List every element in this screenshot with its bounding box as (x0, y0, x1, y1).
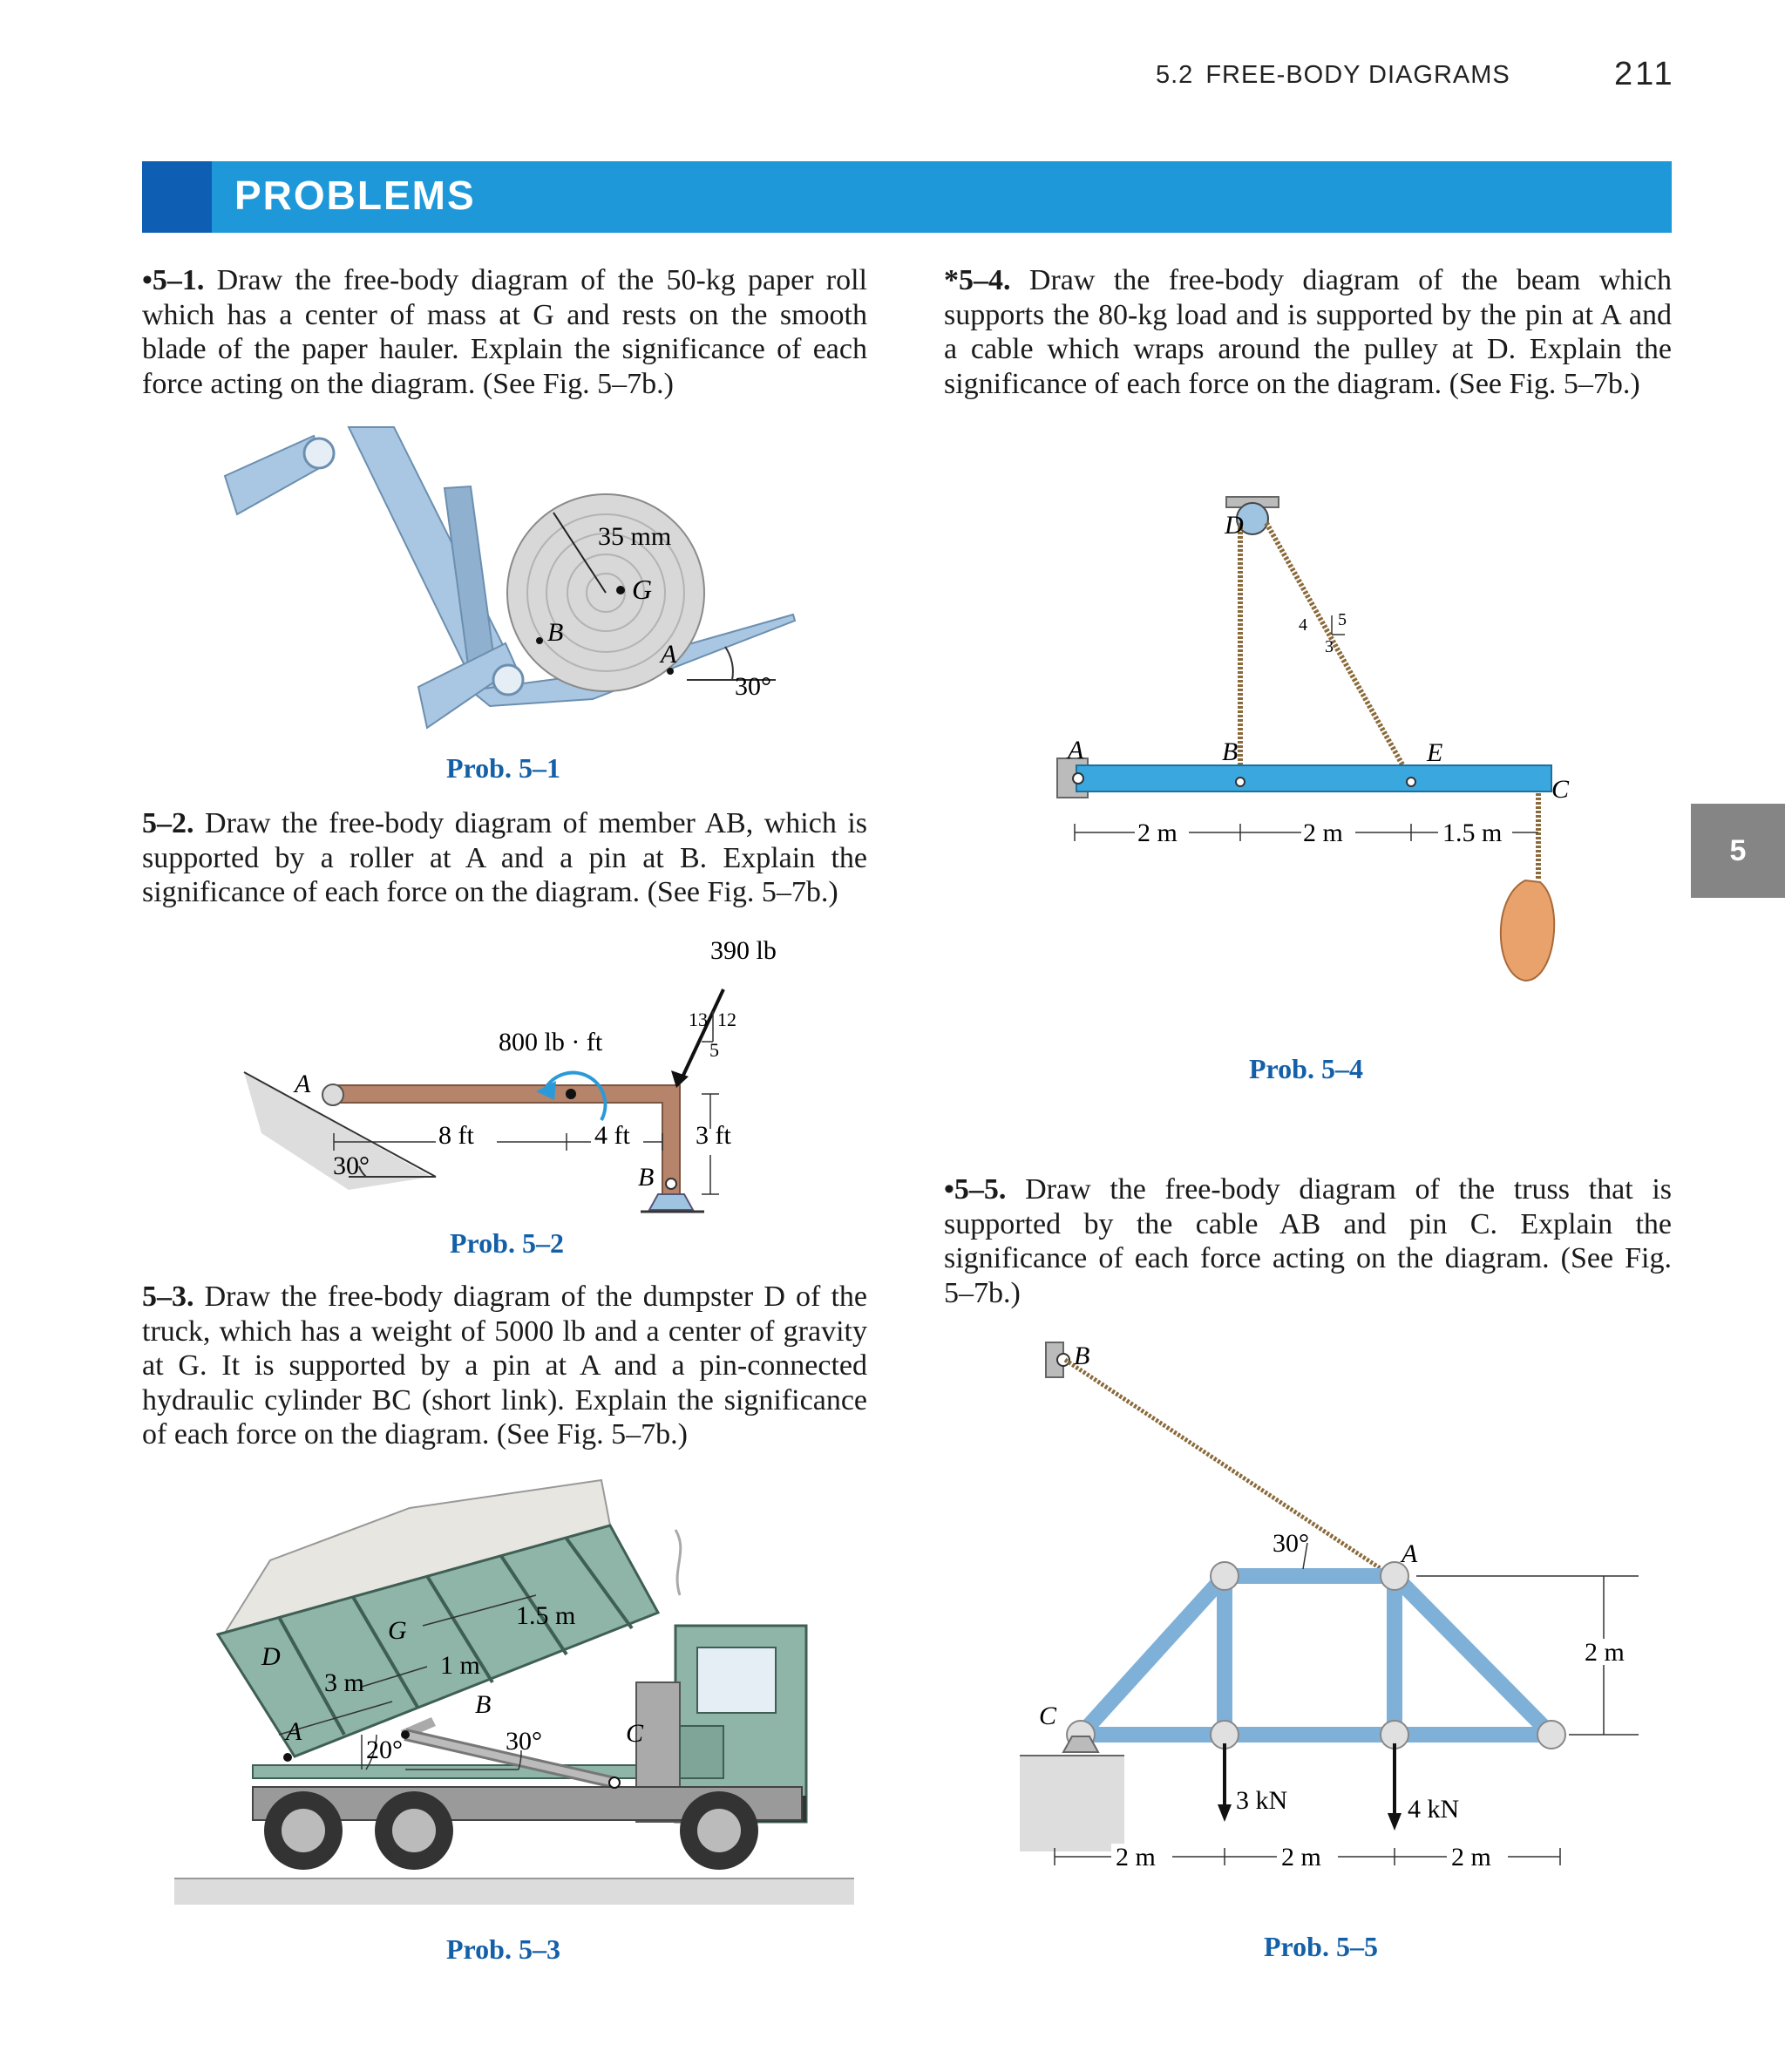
label-angle: 30° (1273, 1529, 1309, 1558)
page-number: 211 (1614, 56, 1675, 92)
problem-statement: Draw the free-body diagram of the truss that is supported by the cable AB and pin C. Explain the significance of each force acting on the diagram. (See Fig. 5–7b.) (944, 1173, 1673, 1309)
chapter-tab: 5 (1691, 804, 1785, 898)
banner-accent (142, 161, 212, 233)
label-dim-3: 3 ft (696, 1121, 731, 1150)
problem-number: 5–2. (142, 807, 194, 839)
problem-number: •5–5. (944, 1173, 1007, 1206)
label-dim-2a: 2 m (1137, 819, 1178, 847)
label-b: B (1222, 737, 1239, 766)
problem-statement: Draw the free-body diagram of the 50-kg paper roll which has a center of mass at G and rests on the smooth blade of the paper hauler. Explain the significance of each force acting on the diagram. (See Fig. 5–7b.) (142, 264, 867, 400)
label-a: A (661, 640, 677, 669)
label-angle-30: 30° (506, 1727, 542, 1756)
label-dim-15: 1.5 m (516, 1601, 576, 1630)
caption-5-5: Prob. 5–5 (1264, 1931, 1378, 1962)
label-load-4: 4 kN (1408, 1795, 1460, 1824)
label-a: A (1068, 736, 1084, 764)
caption-5-1: Prob. 5–1 (446, 752, 560, 784)
label-load-3: 3 kN (1236, 1786, 1288, 1815)
truss (1067, 1562, 1565, 1749)
label-g: G (632, 574, 653, 605)
figure-5-1 (209, 418, 802, 750)
truck-cab (636, 1530, 806, 1822)
label-b: B (475, 1690, 492, 1719)
problem-number: 5–3. (142, 1281, 194, 1313)
label-angle: 30° (333, 1151, 370, 1180)
figure-5-3 (174, 1473, 854, 1905)
section-number: 5.2 (1156, 61, 1194, 89)
problems-banner (142, 161, 1672, 233)
problem-5-3-text (142, 1280, 867, 1452)
label-slope-5: 5 (709, 1039, 719, 1061)
label-c: C (626, 1719, 644, 1748)
label-angle: 30° (735, 672, 771, 701)
label-d: D (1225, 511, 1244, 540)
label-slope-3: 3 (1325, 637, 1334, 656)
label-slope-4: 4 (1299, 615, 1307, 635)
caption-5-4: Prob. 5–4 (1249, 1053, 1363, 1084)
label-dim-1: 1 m (440, 1651, 480, 1680)
figure-5-2 (235, 933, 793, 1220)
problem-statement: Draw the free-body diagram of the dumpster D of the truck, which has a weight of 5000 lb and a center of gravity at G. It is supported by a pin at A and a pin-connected hydraulic cylinder BC (short link). Explain the significance of each force on the diagram. (See Fig. 5–7b.) (142, 1281, 867, 1450)
label-dim-15: 1.5 m (1442, 819, 1503, 847)
figure-5-4 (1042, 488, 1582, 994)
dumpster (218, 1480, 658, 1756)
label-e: E (1427, 738, 1443, 767)
label-a: A (286, 1717, 302, 1746)
label-dim-2a: 2 m (1116, 1843, 1156, 1872)
problem-statement: Draw the free-body diagram of member AB, which is supported by a roller at A and a pin at B. Explain the significance of each force on the diagram. (See Fig. 5–7b.) (142, 807, 868, 908)
label-slope-13: 13 (689, 1009, 708, 1030)
label-b: B (1074, 1342, 1090, 1370)
problem-5-1-text (142, 263, 867, 401)
label-moment: 800 lb · ft (499, 1028, 603, 1056)
label-c: C (1039, 1702, 1057, 1730)
label-g: G (388, 1616, 407, 1645)
beam (1057, 758, 1551, 798)
label-height: 2 m (1585, 1638, 1625, 1667)
label-force: 390 lb (710, 936, 777, 965)
label-dim-3: 3 m (324, 1668, 364, 1697)
label-c: C (1551, 775, 1570, 804)
label-b: B (638, 1163, 655, 1192)
label-dim-4: 4 ft (594, 1121, 630, 1150)
running-header (1156, 61, 1510, 90)
problem-statement: Draw the free-body diagram of the beam which supports the 80-kg load and is supported by the pin at A and a cable which wraps around the pulley at D. Explain the significance of each force on the diagram. (See Fig. 5–7b.) (944, 264, 1673, 400)
section-title: FREE-BODY DIAGRAMS (1205, 61, 1510, 89)
caption-5-3: Prob. 5–3 (446, 1933, 560, 1965)
label-angle-20: 20° (366, 1736, 403, 1764)
problem-number: •5–1. (142, 264, 205, 296)
label-d: D (261, 1642, 281, 1671)
problem-5-4-text (944, 263, 1672, 401)
label-slope-5: 5 (1338, 610, 1347, 629)
label-dim-2b: 2 m (1281, 1843, 1321, 1872)
label-slope-12: 12 (717, 1009, 736, 1030)
label-dim-2b: 2 m (1303, 819, 1343, 847)
figure-5-5 (1011, 1334, 1656, 1892)
caption-5-2: Prob. 5–2 (450, 1227, 564, 1259)
label-dim-2c: 2 m (1451, 1843, 1491, 1872)
label-radius: 35 mm (598, 522, 672, 551)
problem-number: *5–4. (944, 264, 1011, 296)
label-a: A (295, 1070, 311, 1098)
label-a: A (1402, 1539, 1418, 1568)
label-dim-8: 8 ft (438, 1121, 474, 1150)
problem-5-5-text (944, 1172, 1672, 1310)
banner-title: PROBLEMS (234, 173, 476, 218)
problem-5-2-text (142, 806, 867, 910)
label-b: B (547, 618, 564, 647)
